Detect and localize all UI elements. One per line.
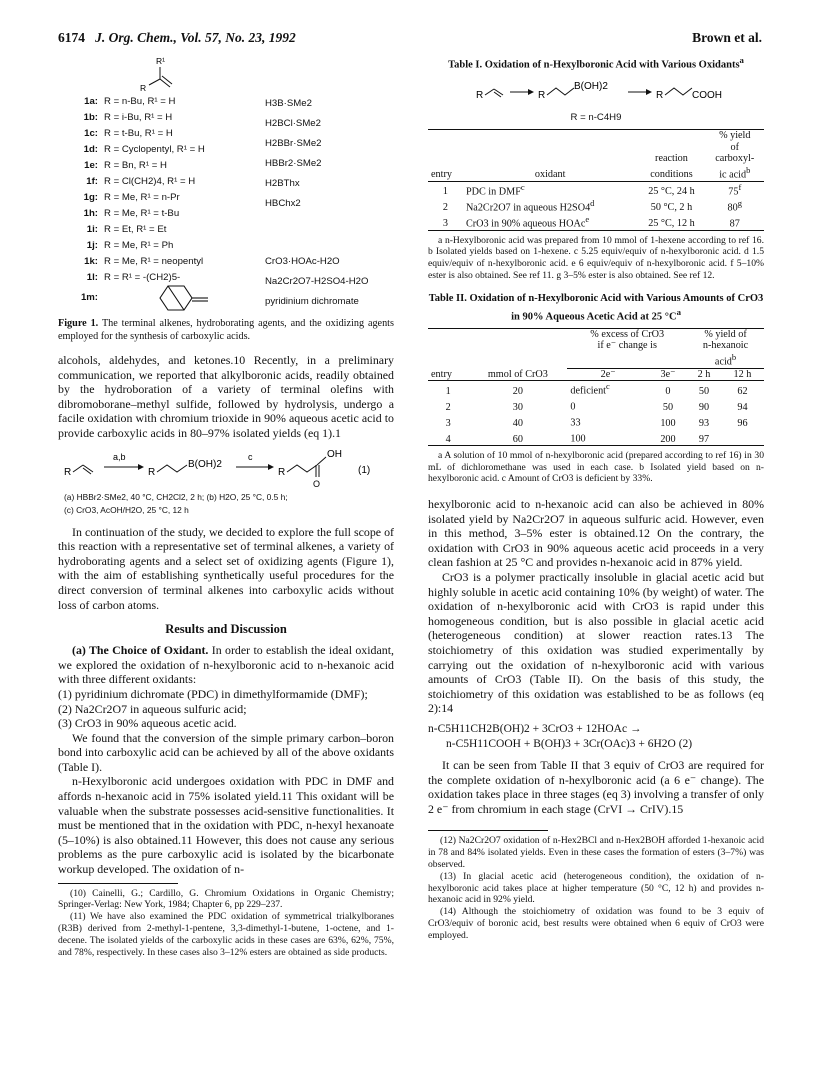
figure-1-caption [58,318,394,343]
col-header: entry [431,169,452,181]
svg-text:O: O [313,478,321,489]
body-paragraph: We found that the conversion of the simple primary carbon–boron bond into carboxylic acid can be achieved by all of the above oxidants (Table I). [58,730,394,774]
svg-text:R: R [656,90,664,101]
compound-item: 1m: [80,292,98,303]
table-1-title: Table I. Oxidation of n-Hexylboronic Acid with Various Oxidants$^a$ [448,55,744,71]
conditions-line: (a) HBBr2·SMe2, 40 °C, CH2Cl2, 2 h; (b) H2O, 25 °C, 0.5 h; [64,491,288,502]
list-item: (1) pyridinium dichromate (PDC) in dimethylformamide (DMF); [58,686,368,701]
hydroborating-agent: H2BThx [265,178,300,189]
hydroborating-agent: H2BBr·SMe2 [265,138,322,149]
svg-text:R: R [278,466,286,478]
svg-text:B(OH)2: B(OH)2 [188,458,222,470]
oxidizing-agent: Na2Cr2O7-H2SO4-H2O [265,276,369,287]
svg-text:OH: OH [327,448,342,460]
col-header: % yield [719,130,751,141]
compound-item: 1i: R = Et, R¹ = Et [86,224,167,235]
table-header-row: entry oxidant conditions ic acid$^b$ [428,165,764,181]
table-row: 3 CrO3 in 90% aqueous HOAc$^e$ 25 °C, 12 h 87 [428,214,764,230]
table-2-footnote: a A solution of 10 mmol of n-hexylboronic acid (prepared according to ref 16) in 30 mL of dichloromethane was used in each case. b Isolated yield based on n-hexylboronic acid. c Amount of CrO3 is deficient by 33%. [428,450,764,485]
svg-text:B(OH)2: B(OH)2 [574,81,608,92]
general-alkene-structure [118,54,198,94]
equation-line: n-C5H11COOH + B(OH)3 + 3Cr(OAc)3 + 6H2O (2) [446,737,693,750]
running-header-authors: Brown et al. [692,30,762,45]
table-row: 2 30 0 50 90 94 [445,401,748,413]
svg-text:c: c [248,451,253,462]
conditions-line: (c) CrO3, AcOH/H2O, 25 °C, 12 h [64,504,189,515]
svg-text:R: R [64,466,72,478]
svg-text:R: R [538,90,546,101]
equation-1-scheme [58,445,394,489]
table-1-footnote: a n-Hexylboronic acid was prepared from 10 mmol of 1-hexene according to ref 16. b Isolated yields based on 1-hexene. c 5.25 equiv/equiv of n-hexylboronic acid. d 1.5 equiv/equiv of n-hexylboronic acid. e 6 equiv/equiv of n-hexylboronic acid. f 5–10% ester is also obtained. See ref 11. g 3–5% ester is also obtained. See ref 12. [428,234,764,281]
left-column [58,54,394,958]
col-header: oxidant [534,169,566,181]
table-2 [428,293,764,485]
table-header-row: if e⁻ change is n-hexanoic [597,340,749,352]
compound-item: 1b: R = i-Bu, R¹ = H [83,112,173,123]
body-paragraph: In continuation of the study, we decided to explore the full scope of this reaction with a representative set of terminal alkenes, a variety of hydroborating agents and a select set of oxidizing agents (Figure 1), with the aim of establishing synthetically useful procedures for the direct conversion of terminal alkenes into carboxylic acids without loss of carbon atoms. [58,524,394,612]
hydroborating-agent: HBBr2·SMe2 [265,158,322,169]
table-1-scheme [428,76,764,110]
col-header: 12 h [733,368,752,380]
svg-text:a,b: a,b [113,451,126,462]
compound-item: 1g: R = Me, R¹ = n-Pr [83,192,180,203]
equation-2 [428,722,764,752]
body-paragraph: n-Hexylboronic acid undergoes oxidation with PDC in DMF and affords n-hexanoic acid in 75% isolated yield.11 This oxidant will be valuable when the substrate possesses acid-sensitive functionalities. It must be mentioned that in the oxidation with PDC, n-hexyl hexanoate (5–10%) is also obtained.11 However, this does not cause any serious problems as the pure carboxylic acid is isolated by the bicarbonate workup developed. The oxidation of n- [58,774,394,877]
page-number: 6174 [58,30,85,45]
hydroborating-agent: H2BCl·SMe2 [265,118,321,129]
compound-item: 1h: R = Me, R¹ = t-Bu [83,208,180,219]
body-paragraph: alcohols, aldehydes, and ketones.10 Recently, in a preliminary communication, we reported that alkylboronic acids, readily obtained by the hydroboration of a variety of terminal olefins with dibromoborane–methyl sulfide, followed by hydrolysis, undergo a facile oxidation with chromium trioxide in 90% aqueous acetic acid to provide carboxylic acids in 80–97% isolated yields (eq 1).1 [58,353,394,440]
r1-label: R¹ [156,56,165,66]
compound-item: 1e: R = Bn, R¹ = H [84,160,167,171]
compound-item: 1a: R = n-Bu, R¹ = H [84,96,176,107]
col-header: entry [431,368,452,380]
table-1-r-definition: R = n-C4H9 [570,112,622,123]
body-paragraph: CrO3 is a polymer practically insoluble in glacial acetic acid but highly soluble in acetic acid containing 10% (by weight) of water. The oxidation of n-hexylboronic acid with CrO3 is rapid under this homogeneous condition, but is also possible in glacial acetic acid (heterogeneous condition) at slower reaction rates.13 The stoichiometry of this oxidation was studied experimentally by carrying out the oxidation of n-hexylboronic acid with various amounts of CrO3 (Table II). On the basis of this study, the stoichiometry of this oxidation was established to be as follows (eq 2):14 [428,570,764,716]
equation-1 [58,445,394,519]
hydroborating-agent: HBChx2 [265,198,301,209]
col-header: 2 h [697,368,711,380]
methylenecyclohexane-structure [150,282,230,314]
svg-text:R: R [476,90,484,101]
table-header-row: % excess of CrO3 % yield of [428,328,764,340]
running-header-left [58,30,296,46]
footnote-divider [428,830,548,831]
col-header: mmol of CrO3 [487,368,548,380]
compound-item: 1l: R = R¹ = -(CH2)5- [86,272,181,283]
table-1 [428,54,764,281]
footnote: (14) Although the stoichiometry of oxidation was found to be 3 equiv of CrO3/equiv of boronic acid, best results were obtained when 6 equiv of CrO3 were employed. [428,906,764,941]
col-header: reaction [655,153,688,165]
footnote-divider [58,883,178,884]
figure-1 [58,54,394,316]
svg-text:COOH: COOH [692,90,722,101]
oxidizing-agent: pyridinium dichromate [265,296,359,307]
section-heading: Results and Discussion [165,622,287,637]
r-label: R [140,83,147,93]
table-2-title: Table II. Oxidation of n-Hexylboronic Acid with Various Amounts of CrO3 in 90% Aqueous Acetic Acid at 25 $^\circ C^a$ [428,293,764,323]
right-column [428,54,764,942]
compound-item: 1c: R = t-Bu, R¹ = H [84,128,173,139]
svg-text:R: R [148,466,156,478]
hydroborating-agent: H3B·SMe2 [265,98,312,109]
compound-item: 1f: R = Cl(CH2)4, R¹ = H [86,176,196,187]
caption-label: Figure 1. [58,318,99,329]
compound-item: 1k: R = Me, R¹ = neopentyl [84,256,204,267]
body-paragraph: hexylboronic acid to n-hexanoic acid can also be achieved in 80% isolated yield by Na2Cr2O7 in aqueous sulfuric acid. However, even in this method, 3–5% ester is obtained.12 On the contrary, the oxidation with CrO3 in 90% aqueous acetic acid proceeds in a very clean fashion at 25 °C and provides n-hexanoic acid in 87% yield. [428,497,764,570]
compound-item: 1j: R = Me, R¹ = Ph [86,240,174,251]
equation-1-conditions [64,491,288,517]
list-item: (3) CrO3 in 90% aqueous acetic acid. [58,716,237,731]
compound-item: 1d: R = Cyclopentyl, R¹ = H [83,144,205,155]
footnote: (10) Cainelli, G.; Cardillo, G. Chromium Oxidations in Organic Chemistry; Springer-Verlag: New York, 1984; Chapter 6, pp 229–237. [58,887,394,911]
table-row: 3 40 33 100 93 96 [445,417,748,429]
body-paragraph: It can be seen from Table II that 3 equiv of CrO3 are required for the complete oxidation of n-hexylboronic acid (a 6 e⁻ change). The oxidation takes place in three stages (eq 3) involving a transfer of only 2 e⁻ from chromium in each stage (CrVI → CrIV).15 [428,757,764,816]
journal-citation: J. Org. Chem., Vol. 57, No. 23, 1992 [95,30,296,45]
table-header-row [428,368,764,381]
table-1-data [428,129,764,231]
col-header: % excess of CrO3 [590,328,665,340]
table-header-row [428,130,764,142]
table-2-data [428,328,764,447]
table-header-row: of [730,141,740,153]
list-item: (2) Na2Cr2O7 in aqueous sulfuric acid; [58,701,247,716]
col-header: 2e⁻ [600,368,616,380]
col-header: 3e⁻ [660,368,676,380]
table-row: 4 60 100 200 97 [428,429,764,445]
footnote: (11) We have also examined the PDC oxidation of symmetrical trialkylboranes (R3B) derived from 2-methyl-1-pentene, 3,3-dimethyl-1-butene, 1-octene, and 1-decene. The isolated yields of the carboxylic acids in these cases are 63%, 62%, 75%, and 78%, respectively. In these cases also 3–12% esters are obtained as side products. [58,911,394,958]
table-row: 2 Na2Cr2O7 in aqueous H2SO4$^d$ 50 °C, 2 h 80$^g$ [442,197,742,214]
subsection-heading: (a) The Choice of Oxidant. [72,643,209,658]
caption-text: The terminal alkenes, hydroborating agents, and the oxidizing agents employed for the synthesis of carboxylic acids. [58,318,394,342]
svg-text:(1): (1) [358,464,371,476]
footnote: (13) In glacial acetic acid (heterogeneous condition), the oxidation of n-hexylboronic acid takes place at higher temperature (50 °C, 12 h) and provides n-hexanoic acid in 92% yield. [428,870,764,906]
body-paragraph: (a) The Choice of Oxidant. In order to establish the ideal oxidant, we explored the oxidation of n-hexylboronic acid to n-hexanoic acid with three different oxidants: [58,643,394,687]
footnote: (12) Na2Cr2O7 oxidation of n-Hex2BCl and n-Hex2BOH afforded 1-hexanoic acid in 78 and 84% isolated yields. Even in these cases the formation of esters (3–7%) was observed. [428,835,764,870]
table-header-row: acid$^b$ [428,352,764,368]
table-row: 1 20 deficient$^c$ 0 50 62 [445,381,748,397]
table-row: 1 PDC in DMF$^c$ 25 °C, 24 h 75$^f$ [442,181,742,198]
oxidizing-agent: CrO3·HOAc-H2O [265,256,340,267]
equation-line: n-C5H11CH2B(OH)2 + 3CrO3 + 12HOAc → [428,722,642,735]
table-header-row: reaction carboxyl- [428,153,764,165]
